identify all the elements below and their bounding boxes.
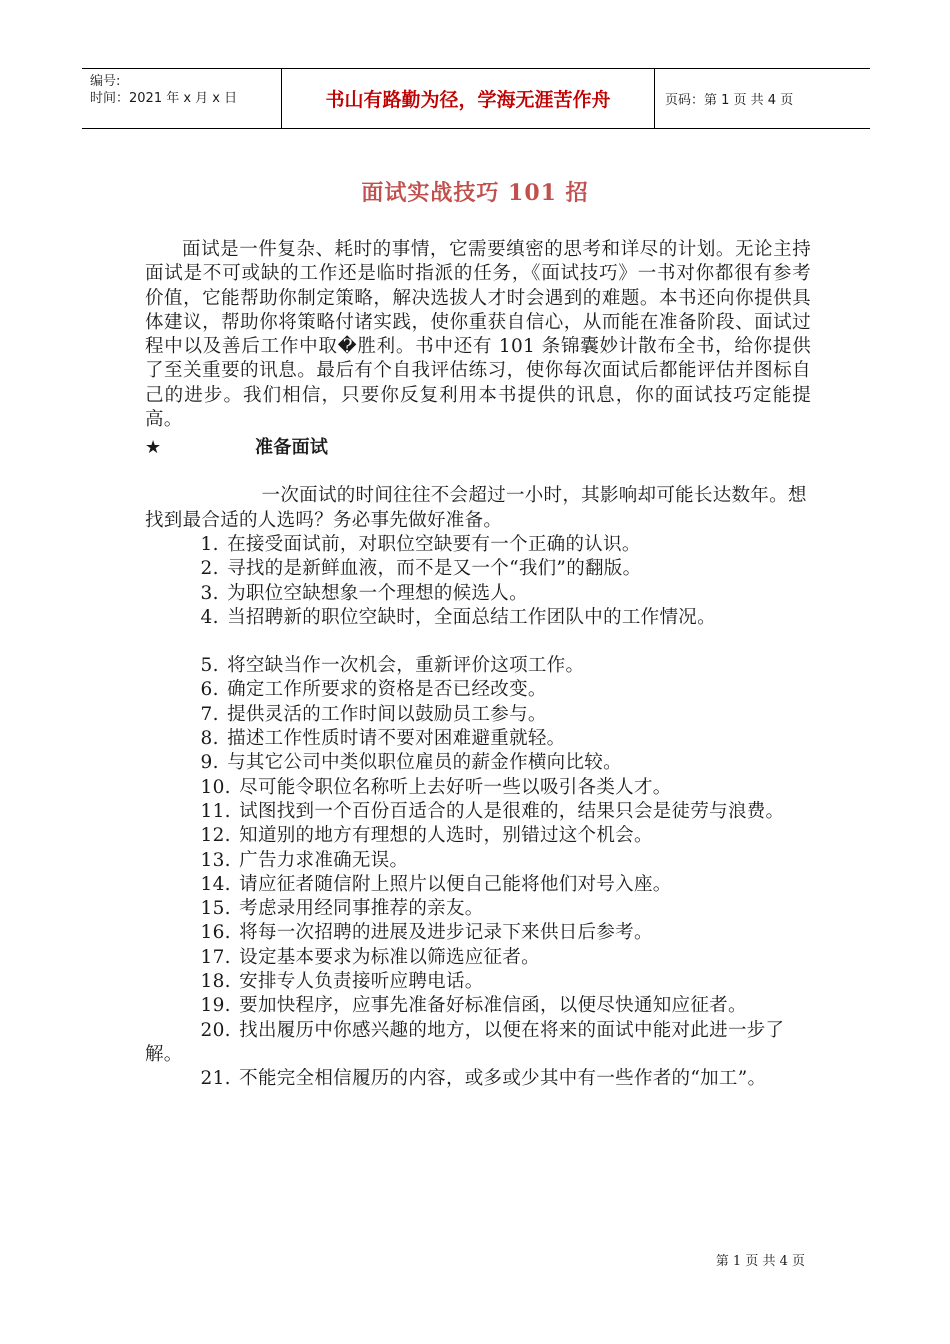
tip-number: 2. — [200, 558, 219, 580]
tip-number: 21. — [200, 1068, 231, 1090]
tip-text: 在接受面试前，对职位空缺要有一个正确的认识。 — [227, 533, 641, 555]
page-footer: 第 1 页 共 4 页 — [715, 1254, 805, 1269]
document-body — [145, 238, 811, 1092]
section-heading — [145, 436, 811, 460]
tip-number: 1. — [200, 533, 219, 555]
tip-number: 9. — [200, 752, 219, 774]
tip-item — [145, 1067, 811, 1091]
tip-text: 提供灵活的工作时间以鼓励员工参与。 — [227, 703, 547, 725]
tip-text: 确定工作所要求的资格是否已经改变。 — [227, 679, 547, 701]
tip-number: 15. — [200, 898, 231, 920]
tip-number: 6. — [200, 679, 219, 701]
section-lead-paragraph: 一次面试的时间往往不会超过一小时，其影响却可能长达数年。想找到最合适的人选吗？务必事先做好准备。 — [145, 485, 807, 531]
tip-text: 尽可能令职位名称听上去好听一些以吸引各类人才。 — [239, 776, 672, 798]
tip-number: 5. — [200, 655, 219, 677]
header-number-label: 编号: — [90, 74, 121, 89]
tip-number: 7. — [200, 703, 219, 725]
tip-number: 10. — [200, 776, 231, 798]
tip-text: 与其它公司中类似职位雇员的薪金作横向比较。 — [227, 752, 622, 774]
tip-number: 16. — [200, 922, 231, 944]
tip-number: 13. — [200, 849, 231, 871]
tip-text: 要加快程序，应事先准备好标准信函，以便尽快通知应征者。 — [239, 995, 747, 1017]
tip-item — [145, 897, 811, 921]
tip-text: 请应征者随信附上照片以便自己能将他们对号入座。 — [239, 873, 672, 895]
tip-text: 将空缺当作一次机会，重新评价这项工作。 — [227, 655, 585, 677]
tip-text: 设定基本要求为标准以筛选应征者。 — [239, 946, 540, 968]
tip-item — [145, 994, 811, 1018]
header-time-label: 时间：2021 年 x 月 x 日 — [90, 91, 238, 106]
tip-text: 广告力求准确无误。 — [239, 849, 409, 871]
tip-text: 描述工作性质时请不要对困难避重就轻。 — [227, 728, 566, 750]
section-heading-text: 准备面试 — [255, 437, 329, 459]
tip-number: 8. — [200, 728, 219, 750]
tip-item — [145, 557, 811, 581]
tips-list — [145, 533, 811, 1092]
tip-item — [145, 751, 811, 775]
tip-item — [145, 970, 811, 994]
tip-text: 安排专人负责接听应聘电话。 — [239, 971, 484, 993]
document-title: 面试实战技巧 101 招 — [361, 180, 589, 206]
header-motto: 书山有路勤为径，学海无涯苦作舟 — [282, 69, 655, 128]
tip-number: 4. — [200, 606, 219, 628]
header-meta — [82, 69, 282, 128]
page-header — [82, 68, 870, 129]
tip-item — [145, 849, 811, 873]
tip-item — [145, 873, 811, 897]
tip-text: 当招聘新的职位空缺时，全面总结工作团队中的工作情况。 — [227, 606, 716, 628]
tip-item — [145, 1019, 811, 1068]
tip-item — [145, 533, 811, 557]
intro-paragraph: 面试是一件复杂、耗时的事情，它需要缜密的思考和详尽的计划。无论主持面试是不可或缺的工作还是临时指派的任务，《面试技巧》一书对你都很有参考价值，它能帮助你制定策略，解决选拔人才时会遇到的难题。本书还向你提供具体建议，帮助你将策略付诸实践，使你重获自信心，从而能在准备阶段、面试过程中以及善后工作中取�胜利。书中还有 101 条锦囊妙计散布全书，给你提供了至关重要的讯息。最后有个自我评估练习，使你每次面试后都能评估并图标自己的进步。我们相信，只要你反复利用本书提供的讯息，你的面试技巧定能提高。 — [145, 239, 811, 431]
tip-number: 17. — [200, 946, 231, 968]
tip-item — [145, 921, 811, 945]
tip-item — [145, 800, 811, 824]
tip-text: 试图找到一个百份百适合的人是很难的，结果只会是徒劳与浪费。 — [239, 800, 785, 822]
tip-text: 不能完全相信履历的内容，或多或少其中有一些作者的“加工”。 — [239, 1068, 767, 1090]
tip-text: 知道别的地方有理想的人选时，别错过这个机会。 — [239, 825, 653, 847]
tip-number: 20. — [200, 1019, 231, 1041]
tip-item — [145, 946, 811, 970]
tip-number: 3. — [200, 582, 219, 604]
tip-item — [145, 654, 811, 678]
tip-text: 考虑录用经同事推荐的亲友。 — [239, 898, 484, 920]
tip-number: 11. — [200, 800, 231, 822]
tip-item — [145, 824, 811, 848]
star-icon: ★ — [145, 437, 162, 459]
tip-number: 12. — [200, 825, 231, 847]
tip-item — [145, 606, 811, 630]
tip-item — [145, 703, 811, 727]
tip-number: 14. — [200, 873, 231, 895]
tip-item — [145, 582, 811, 606]
tip-text: 将每一次招聘的进展及进步记录下来供日后参考。 — [239, 922, 653, 944]
tip-item — [145, 776, 811, 800]
tip-item — [145, 727, 811, 751]
header-page-label: 页码：第 1 页 共 4 页 — [665, 93, 794, 108]
tip-number: 18. — [200, 971, 231, 993]
tip-number: 19. — [200, 995, 231, 1017]
tip-item — [145, 678, 811, 702]
tip-text: 寻找的是新鲜血液，而不是又一个“我们”的翻版。 — [227, 558, 642, 580]
tip-text: 找出履历中你感兴趣的地方，以便在将来的面试中能对此进一步了解。 — [145, 1019, 785, 1065]
tip-text: 为职位空缺想象一个理想的候选人。 — [227, 582, 528, 604]
